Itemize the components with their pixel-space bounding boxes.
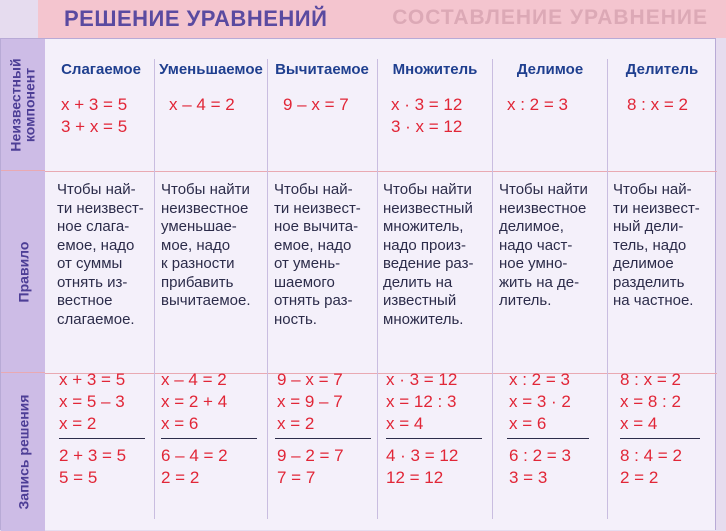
check-separator <box>386 438 482 439</box>
rule-text-dividend: Чтобы найти неизвестное делимое, надо част- ное умно- жить на де- литель. <box>499 181 588 309</box>
column-header-minuend: Уменьшаемое <box>159 61 263 78</box>
example-formula: x + 3 = 5 <box>61 95 128 114</box>
check-steps-dividend: 6 : 2 = 3 3 = 3 <box>509 446 571 487</box>
rule-text-addend: Чтобы най- ти неизвест- ное слага- емое, надо от суммы отнять из- вестное слагаемое. <box>57 181 144 328</box>
rule-text-factor: Чтобы найти неизвестный множитель, надо произ- ведение раз- делить на известный множитель. <box>383 181 474 328</box>
check-separator <box>507 438 589 439</box>
example-formula: x : 2 = 3 <box>507 95 568 114</box>
column-header-dividend: Делимое <box>516 61 584 78</box>
solution-steps-divisor: 8 : x = 2 x = 8 : 2 x = 4 <box>620 370 681 433</box>
check-separator <box>161 438 257 439</box>
column-header-subtrahend: Вычитаемое <box>275 61 369 78</box>
column-divider <box>154 59 155 519</box>
solution-steps-factor: x · 3 = 12 x = 12 : 3 x = 4 <box>386 370 458 433</box>
example-formula: 3 · x = 12 <box>391 117 463 136</box>
solution-steps-addend: x + 3 = 5 x = 5 – 3 x = 2 <box>59 370 126 433</box>
example-formula: x – 4 = 2 <box>169 95 235 114</box>
next-page-header: СОСТАВЛЕНИЕ УРАВНЕНИЕ <box>392 6 708 29</box>
solution-steps-subtrahend: 9 – x = 7 x = 9 – 7 x = 2 <box>277 370 343 433</box>
example-formula: 3 + x = 5 <box>61 117 128 136</box>
column-header-divisor: Делитель <box>625 61 699 78</box>
page-title: РЕШЕНИЕ УРАВНЕНИЙ <box>64 6 328 31</box>
row-divider <box>45 171 717 172</box>
check-steps-factor: 4 · 3 = 12 12 = 12 <box>386 446 459 487</box>
row-header-solution <box>1 373 45 531</box>
check-steps-divisor: 8 : 4 = 2 2 = 2 <box>620 446 682 487</box>
check-separator <box>59 438 145 439</box>
check-steps-minuend: 6 – 4 = 2 2 = 2 <box>161 446 228 487</box>
example-formula: 8 : x = 2 <box>627 95 688 114</box>
row-header-unknown-label: Неизвестный компонент <box>8 57 38 152</box>
column-header-addend: Слагаемое <box>61 61 141 78</box>
check-separator <box>275 438 371 439</box>
check-steps-subtrahend: 9 – 2 = 7 7 = 7 <box>277 446 344 487</box>
row-header-rule-label: Правило <box>15 241 31 302</box>
column-divider <box>607 59 608 519</box>
row-header-rule <box>1 171 45 373</box>
check-separator <box>620 438 700 439</box>
column-divider <box>492 59 493 519</box>
column-header-factor: Множитель <box>392 61 478 78</box>
solution-steps-dividend: x : 2 = 3 x = 3 · 2 x = 6 <box>509 370 571 433</box>
column-divider <box>267 59 268 519</box>
row-divider <box>45 373 717 374</box>
rules-table <box>0 38 716 530</box>
check-steps-addend: 2 + 3 = 5 5 = 5 <box>59 446 127 487</box>
row-header-solution-label: Запись решения <box>15 394 31 510</box>
solution-steps-minuend: x – 4 = 2 x = 2 + 4 x = 6 <box>161 370 228 433</box>
rule-text-divisor: Чтобы най- ти неизвест- ный дели- тель, надо делимое разделить на частное. <box>613 181 700 309</box>
column-divider <box>377 59 378 519</box>
example-formula: x · 3 = 12 <box>391 95 463 114</box>
example-formula: 9 – x = 7 <box>283 95 349 114</box>
rule-text-minuend: Чтобы найти неизвестное уменьшае- мое, надо к разности прибавить вычитаемое. <box>161 181 251 309</box>
rule-text-subtrahend: Чтобы най- ти неизвест- ное вычита- емое, надо от умень- шаемого отнять раз- ность. <box>274 181 361 328</box>
row-header-unknown <box>1 39 45 171</box>
